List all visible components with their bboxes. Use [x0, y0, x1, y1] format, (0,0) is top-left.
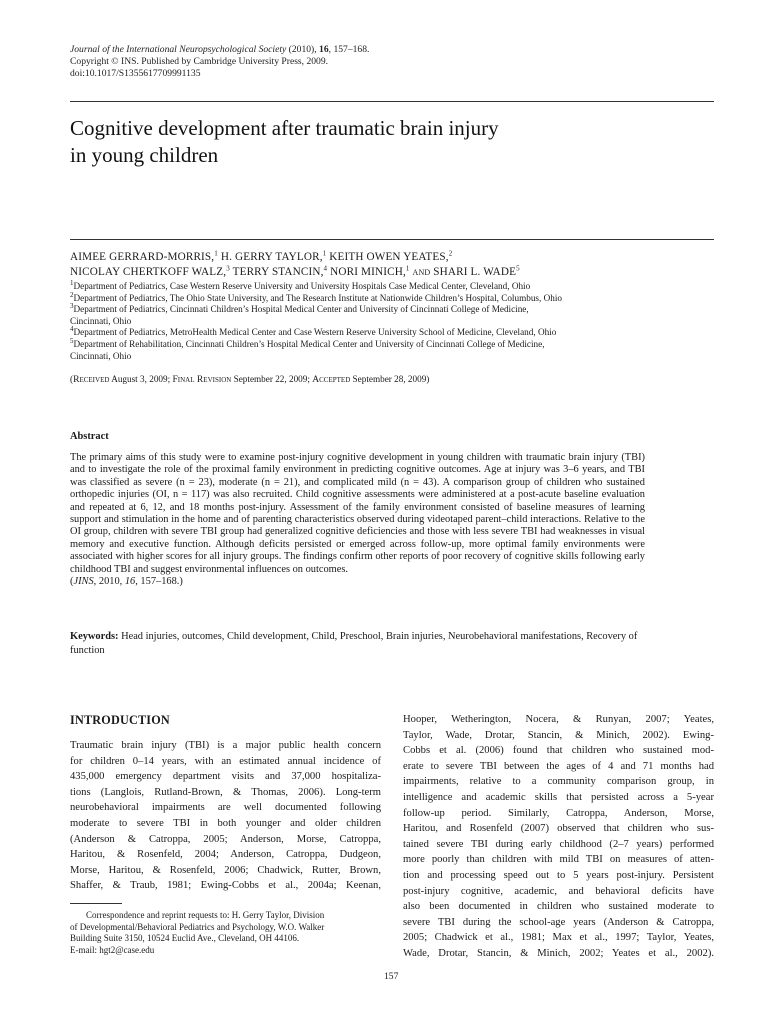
title-rule: [70, 239, 714, 240]
text-line: post-injury cognitive, academic, and behavioral deficits have: [403, 885, 714, 897]
affiliation-continuation: Cincinnati, Ohio: [70, 350, 132, 361]
author-name: AIMEE GERRARD-MORRIS,: [70, 251, 215, 263]
text-line: for children 0–14 years, with an estimated annual incidence of: [70, 755, 381, 767]
affiliation-list: [70, 278, 710, 362]
affiliation-number: 1: [70, 278, 74, 287]
text-line: more poorly than children with mild TBI on measures of atten-: [403, 854, 714, 866]
journal-doi: doi:10.1017/S1355617709991135: [70, 68, 201, 79]
affiliation-number: 4: [70, 325, 74, 334]
author-affiliation-mark: 3: [226, 264, 230, 273]
text-line: Morse, Haritou, & Rosenfeld, 2006; Chadwick, Rutter, Brown,: [70, 864, 381, 876]
author-list: [70, 250, 520, 280]
journal-volume: 16: [319, 44, 329, 55]
text-line: erate to severe TBI between the ages of 4 and 71 months had: [403, 760, 714, 772]
footnote-line: of Developmental/Behavioral Pediatrics and Psychology, W.O. Walker: [70, 921, 325, 932]
text-line: also been documented in children who sustained moderate to: [403, 901, 714, 913]
introduction-heading: INTRODUCTION: [70, 713, 170, 727]
affiliation-item: [70, 327, 710, 339]
correspondence-footnote: [70, 910, 381, 956]
author-name: NICOLAY CHERTKOFF WALZ,: [70, 266, 227, 278]
title-line-2: in young children: [70, 143, 219, 167]
received-dates: [70, 373, 429, 386]
text-line: impairments, relative to a community comparison group, in: [403, 776, 714, 788]
text-line: intelligence and academic skills that persisted across a 5-year: [403, 791, 714, 803]
footnote-line: Correspondence and reprint requests to: H. Gerry Taylor, Division: [86, 910, 325, 920]
affiliation-number: 3: [70, 302, 74, 311]
journal-name: Journal of the International Neuropsychological Society: [70, 44, 287, 55]
journal-info: [70, 44, 369, 80]
affiliation-number: 2: [70, 290, 74, 299]
text-line: Taylor, Wade, Drotar, Stancin, & Minich, 2002). Ewing-: [403, 729, 714, 741]
author-name: H. GERRY TAYLOR,: [217, 251, 323, 263]
text-line: Wade, Drotar, Stancin, & Minich, 2002; Yeates et al., 2002).: [403, 947, 714, 959]
author-name: TERRY STANCIN,: [229, 266, 324, 278]
text-line: tion and processing speed out to 5 years post-injury. Persistent: [403, 869, 714, 881]
journal-citation-line: [70, 44, 369, 56]
accepted-label: Accepted: [312, 374, 351, 385]
journal-pages: , 157–168.: [328, 44, 370, 55]
header-rule: [70, 101, 714, 102]
text-line: follow-up period. Similarly, Catroppa, Anderson, Morse,: [403, 807, 714, 819]
text-line: Cobbs et al. (2006) found that children who sustained mod-: [403, 745, 714, 757]
text-line: Haritou, and Rosenfeld (2007) observed that children who sus-: [403, 823, 714, 835]
author-affiliation-mark: 2: [448, 249, 453, 258]
introduction-right-column: [403, 712, 714, 962]
text-line: neurobehavioral impairments are well documented following: [70, 802, 381, 814]
text-line: 435,000 emergency department visits and 37,000 hospitaliza-: [70, 771, 381, 783]
title-line-1: Cognitive development after traumatic brain injury: [70, 116, 499, 140]
affiliation-item: [70, 336, 710, 351]
revision-date: September 22, 2009;: [231, 374, 313, 384]
author-and-word: and: [412, 266, 431, 278]
text-line: Shaffer, & Traub, 1981; Ewing-Cobbs et al., 2004a; Keenan,: [70, 880, 381, 892]
text-line: severe TBI during the school-age years (Anderson & Catroppa,: [403, 916, 714, 928]
affiliation-text: Department of Pediatrics, Cincinnati Children’s Hospital Medical Center and University of Cincinnati College of Medicine,: [73, 304, 529, 315]
received-date: August 3, 2009;: [109, 374, 173, 384]
abstract-text: The primary aims of this study were to examine post-injury cognitive development in young children with traumatic brain injury (TBI) and to investigate the role of the proximal family environment in predicting cognitive outcomes. Age at injury was 3–6 years, and TBI was classified as severe (n = 23), moderate (n = 21), and complicated mild (n = 43). A comparison group of children who sustained orthopedic injuries (OI, n = 117) was also recruited. Child cognitive assessments were administered at a post-acute baseline evaluation and repeated at 6, 12, and 18 months post-injury. Assessment of the family environment consisted of baseline measures of learning support and stimulation in the home and of parenting characteristics observed during videotaped parent–child interactions. Relative to the OI group, children with severe TBI group had generalized cognitive deficiencies and those with less severe TBI had weaknesses in visual memory and executive function. Although deficits persisted or emerged across follow-up, more optimal family environments were associated with higher scores for all injury groups. The findings confirm other reports of poor recovery of cognitive skills following early childhood TBI and suggest environmental influences on outcomes.: [70, 452, 645, 575]
journal-copyright: Copyright © INS. Published by Cambridge University Press, 2009.: [70, 56, 329, 67]
affiliation-text: Department of Pediatrics, MetroHealth Medical Center and Case Western Reserve University School of Medicine, Cleveland, Ohio: [73, 327, 557, 338]
abstract-heading: Abstract: [70, 431, 109, 442]
accepted-date: September 28, 2009): [350, 374, 430, 384]
affiliation-continuation: Cincinnati, Ohio: [70, 315, 132, 326]
text-line: Haritou, & Rosenfeld, 2004; Anderson, Catroppa, Dudgeon,: [70, 849, 381, 861]
affiliation-text: Department of Pediatrics, Case Western Reserve University and University Hospitals Case Medical Center, Cleveland, Ohio: [73, 281, 531, 291]
page-number: 157: [384, 971, 399, 982]
text-line: moderate to severe TBI in both younger and older children: [70, 817, 381, 829]
abstract-citation: [70, 576, 645, 588]
text-line: Traumatic brain injury (TBI) is a major public health concern: [70, 740, 381, 751]
citation-pages: , 157–168.): [135, 576, 183, 588]
article-title: [70, 115, 710, 169]
affiliation-item: [70, 290, 710, 305]
affiliation-text: Department of Pediatrics, The Ohio State University, and The Research Institute at Nationwide Children’s Hospital, Columbus, Ohio: [73, 292, 562, 303]
keywords-text: Head injuries, outcomes, Child development, Child, Preschool, Brain injuries, Neurobehavioral manifestations, Recovery of function: [70, 631, 638, 656]
affiliation-item: [70, 304, 710, 316]
author-name: NORI MINICH,: [327, 266, 406, 278]
revision-label: Final Revision: [172, 374, 232, 385]
citation-volume: 16: [124, 576, 136, 588]
introduction-left-column: [70, 738, 381, 894]
text-line: tions (Langlois, Rutland-Brown, & Thomas, 2006). Long-term: [70, 786, 381, 798]
citation-year: , 2010,: [93, 576, 125, 588]
received-open-paren: (: [70, 374, 74, 384]
footnote-line: Building Suite 3150, 10524 Euclid Ave., Cleveland, OH 44106.: [70, 933, 300, 944]
citation-journal: JINS: [73, 576, 94, 588]
footnote-rule: [70, 903, 122, 904]
abstract-body: [70, 452, 645, 588]
keywords: [70, 630, 645, 658]
author-affiliation-mark: 1: [405, 264, 410, 273]
author-affiliation-mark: 5: [516, 264, 520, 273]
author-line-1: [70, 250, 520, 265]
affiliation-item: [70, 278, 710, 293]
author-affiliation-mark: 4: [323, 264, 328, 273]
text-line: tained severe TBI during early childhood (2–7 years) performed: [403, 838, 714, 850]
affiliation-number: 5: [70, 336, 74, 345]
citation-open-paren: (: [70, 576, 74, 588]
author-line-2: [70, 265, 520, 280]
footnote-email[interactable]: E-mail: hgt2@case.edu: [70, 944, 155, 955]
text-line: 2005; Chadwick et al., 1981; Max et al., 1997; Taylor, Yeates,: [403, 932, 714, 944]
author-name: KEITH OWEN YEATES,: [326, 251, 449, 263]
text-line: Hooper, Wetherington, Nocera, & Runyan, 2007; Yeates,: [403, 714, 714, 725]
affiliation-text: Department of Rehabilitation, Cincinnati Children’s Hospital Medical Center and University of Cincinnati College of Medicine,: [73, 338, 545, 349]
author-affiliation-mark: 1: [214, 249, 218, 258]
text-line: (Anderson & Catroppa, 2005; Anderson, Morse, Catroppa,: [70, 833, 381, 845]
received-label: Received: [73, 374, 110, 385]
keywords-label: Keywords:: [70, 631, 119, 642]
journal-year: (2010),: [286, 44, 320, 55]
author-affiliation-mark: 1: [322, 249, 327, 258]
author-name: SHARI L. WADE: [430, 266, 517, 278]
